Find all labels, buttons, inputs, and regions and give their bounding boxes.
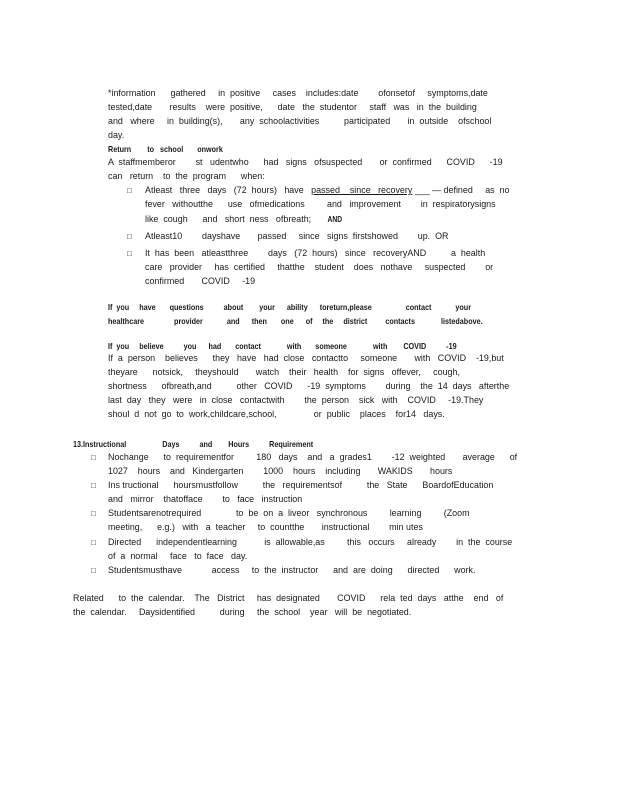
questions-line-1: If you have questions about your ability toreturn,please contact your <box>108 302 472 312</box>
criteria-1-line-1 <box>145 185 510 197</box>
instr-4-line-1: Directed independentlearning is allowable,as this occurs already in the course <box>108 537 513 548</box>
criteria-3-line-3: confirmed COVID -19 <box>145 276 256 287</box>
criteria-3-line-2: care provider has certified thatthe student does nothave suspected or <box>145 262 494 273</box>
section-13-heading: 13.Instructional Days and Hours Requirement <box>73 439 314 449</box>
return-heading: Return to school onwork <box>108 144 223 154</box>
and-label: AND <box>327 214 342 224</box>
criteria-1-line-2: fever withoutthe use ofmedications and improvement in respiratorysigns <box>145 199 496 210</box>
instr-4-line-2: of a normal face to face day. <box>108 551 248 562</box>
instr-3-line-1: Studentsarenotrequired to be on a liveor synchronous learning (Zoom <box>108 508 470 519</box>
believe-heading: If you believe you had contact with someone with COVID -19 <box>108 341 457 351</box>
related-line-2: the calendar. Daysidentified during the school year will be negotiated. <box>73 607 412 618</box>
bullet-icon: □ <box>91 566 96 575</box>
instr-3-line-2: meeting, e.g.) with a teacher to countthe instructional min utes <box>108 522 423 533</box>
bullet-icon: □ <box>91 509 96 518</box>
criteria-1-text-a: Atleast three days (72 hours) have <box>145 185 312 196</box>
criteria-1-text-c: ___ — defined as no <box>412 185 510 196</box>
believe-line-6: shoul d not go to work,childcare,school, or public places for14 days. <box>108 409 445 420</box>
criteria-1-line-3 <box>145 213 343 226</box>
bullet-icon: □ <box>127 232 132 241</box>
bullet-icon: □ <box>91 481 96 490</box>
criteria-1-text-d: like cough and short ness ofbreath; <box>145 214 327 225</box>
bullet-icon: □ <box>91 453 96 462</box>
info-line-3: and where in building(s), any schoolactivities participated in outside ofschool <box>108 116 492 127</box>
bullet-icon: □ <box>127 186 132 195</box>
believe-line-3: theyare notsick, theyshould watch their health for signs offever, cough, <box>108 367 460 378</box>
instr-1-line-1: Nochange to requirementfor 180 days and a grades1 -12 weighted average of <box>108 452 518 463</box>
return-line-1: A staffmemberor st udentwho had signs ofsuspected or confirmed COVID -19 <box>108 157 503 168</box>
questions-line-2: healthcare provider and then one of the district contacts listedabove. <box>108 316 483 326</box>
related-line-1: Related to the calendar. The District has designated COVID rela ted days atthe end of <box>73 593 504 604</box>
passed-since-recovery: passed since recovery <box>311 185 413 196</box>
bullet-icon: □ <box>91 538 96 547</box>
info-line-1: *information gathered in positive cases includes:date ofonsetof symptoms,date <box>108 88 488 99</box>
instr-1-line-2: 1027 hours and Kindergarten 1000 hours including WAKIDS hours <box>108 466 453 477</box>
believe-line-2: If a person believes they have had close contactto someone with COVID -19,but <box>108 353 504 364</box>
criteria-2-line-1: Atleast10 dayshave passed since signs firstshowed up. OR <box>145 231 449 242</box>
believe-line-4: shortness ofbreath,and other COVID -19 symptoms during the 14 days afterthe <box>108 381 510 392</box>
believe-line-5: last day they were in close contactwith the person sick with COVID -19.They <box>108 395 484 406</box>
return-line-2: can return to the program when: <box>108 171 265 182</box>
instr-2-line-2: and mirror thatofface to face instruction <box>108 494 303 505</box>
bullet-icon: □ <box>127 249 132 258</box>
info-line-2: tested,date results were positive, date the studentor staff was in the building <box>108 102 477 113</box>
instr-2-line-1: Ins tructional hoursmustfollow the requirementsof the State BoardofEducation <box>108 480 494 491</box>
criteria-3-line-1: It has been atleastthree days (72 hours) since recoveryAND a health <box>145 248 486 259</box>
info-line-4: day. <box>108 130 125 141</box>
instr-5-line-1: Studentsmusthave access to the instructor and are doing directed work. <box>108 565 476 576</box>
